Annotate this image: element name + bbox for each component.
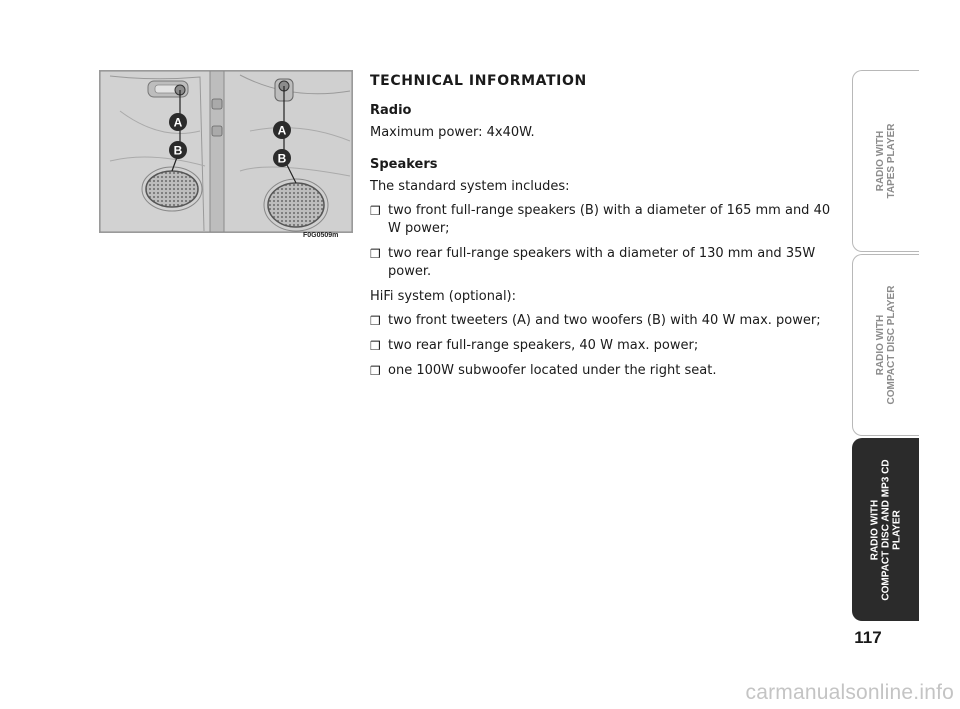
- checkbox-bullet-icon: ❒: [370, 204, 381, 218]
- page-number: 117: [854, 628, 882, 647]
- list-item: ❒ two rear full-range speakers with a diameter of 130 mm and 35W power.: [370, 246, 816, 279]
- door-speaker-illustration: [99, 70, 353, 233]
- tab-compact-disc-player[interactable]: RADIO WITH COMPACT DISC PLAYER: [852, 254, 919, 436]
- callout-a-left: [169, 113, 187, 131]
- watermark: carmanualsonline.info: [745, 681, 954, 704]
- radio-heading: Radio: [370, 103, 412, 118]
- callout-b-right: [273, 149, 291, 167]
- svg-text:B: B: [277, 151, 287, 166]
- standard-system-intro: The standard system includes:: [370, 179, 570, 194]
- checkbox-bullet-icon: ❒: [370, 364, 381, 378]
- list-item: ❒ one 100W subwoofer located under the right seat.: [370, 363, 717, 378]
- checkbox-bullet-icon: ❒: [370, 247, 381, 261]
- checkbox-bullet-icon: ❒: [370, 339, 381, 353]
- hifi-system-intro: HiFi system (optional):: [370, 289, 517, 304]
- door-panels-drawing: [100, 71, 352, 232]
- tab-tapes-player[interactable]: RADIO WITH TAPES PLAYER: [852, 70, 919, 252]
- radio-power-text: Maximum power: 4x40W.: [370, 125, 535, 140]
- list-item: ❒ two front tweeters (A) and two woofers (B) with 40 W max. power;: [370, 313, 821, 328]
- standard-system-list: [370, 202, 840, 281]
- callout-a-right: [273, 121, 291, 139]
- svg-text:A: A: [277, 123, 287, 138]
- tab-compact-disc-mp3-player[interactable]: RADIO WITH COMPACT DISC AND MP3 CD PLAYER: [852, 438, 919, 621]
- svg-text:B: B: [173, 143, 183, 158]
- list-item: ❒ two rear full-range speakers, 40 W max. power;: [370, 338, 699, 353]
- list-item: ❒ two front full-range speakers (B) with a diameter of 165 mm and 40 W power;: [370, 203, 831, 236]
- technical-information-section: [370, 72, 840, 387]
- callout-b-left: [169, 141, 187, 159]
- figure-code: F0G0509m: [303, 232, 339, 239]
- checkbox-bullet-icon: ❒: [370, 314, 381, 328]
- hifi-system-list: [370, 312, 840, 380]
- speakers-heading: Speakers: [370, 157, 438, 172]
- section-title: TECHNICAL INFORMATION: [370, 73, 587, 89]
- svg-text:A: A: [173, 115, 183, 130]
